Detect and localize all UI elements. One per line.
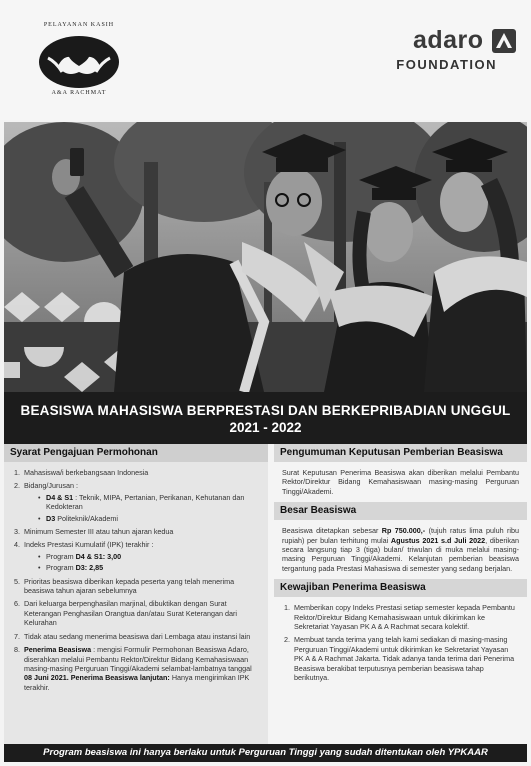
list-item: 7. Tidak atau sedang menerima beasiswa dari Lembaga atau instansi lain bbox=[14, 631, 251, 641]
adaro-foundation-logo bbox=[377, 26, 517, 82]
list-item: • Program D4 & S1: 3,00 bbox=[38, 551, 122, 561]
logo-bottom-text: A&A RACHMAT bbox=[51, 90, 107, 96]
title-year: 2021 - 2022 bbox=[229, 420, 302, 435]
pelayanan-kasih-logo bbox=[24, 22, 134, 100]
announcement-text: Surat Keputusan Penerima Beasiswa akan diberikan melalui Pembantu Rektor/Direktur Bidang Kemahasiswaan masing-masing Perguruan Tinggi/Akademi. bbox=[282, 468, 519, 496]
info-section bbox=[274, 444, 527, 744]
requirements-section bbox=[4, 444, 268, 744]
title-band bbox=[4, 392, 527, 444]
graduates-photo bbox=[4, 122, 527, 392]
list-item: 3. Minimum Semester III atau tahun ajaran kedua bbox=[14, 527, 174, 537]
list-item: 5. Prioritas beasiswa diberikan kepada peserta yang telah menerima beasiswa tahun ajaran sebelumnya bbox=[14, 576, 235, 596]
list-item: • Program D3: 2,85 bbox=[38, 563, 104, 573]
bullet-icon: • bbox=[38, 563, 41, 573]
amount-heading: Besar Beasiswa bbox=[274, 502, 527, 520]
adaro-mark-icon bbox=[491, 28, 517, 54]
list-item: 6. Dari keluarga berpenghasilan marjinal, dibuktikan dengan Surat Keterangan Penghasilan Orangtua dan/atau Surat Keterangan dari Kelurahan bbox=[14, 599, 237, 628]
ipk-list bbox=[24, 552, 260, 573]
list-item: • D3 Politeknik/Akademi bbox=[38, 513, 118, 523]
bullet-icon: • bbox=[38, 492, 41, 502]
header bbox=[0, 0, 531, 120]
adaro-brand: adaro bbox=[412, 26, 484, 54]
bullet-icon: • bbox=[38, 551, 41, 561]
page-title: BEASISWA MAHASISWA BERPRESTASI DAN BERKEPRIBADIAN UNGGUL bbox=[20, 403, 511, 418]
bidang-list bbox=[24, 493, 260, 523]
list-item: 8. Penerima Beasiswa : mengisi Formulir Permohonan Beasiswa Adaro, diserahkan melalui Pembantu Rektor/Direktur Bidang Kemahasiswaan masing-masing Perguruan Tinggi/Akademi selambat-lambatnya tanggal 08 Juni 2021. Penerima Beasiswa lanjutan: Hanya mengirimkan IPK terakhir. bbox=[14, 645, 252, 692]
requirements-list bbox=[4, 462, 268, 692]
logo-top-text: PELAYANAN KASIH bbox=[43, 22, 115, 28]
list-item: 1. Mahasiswa/i berkebangsaan Indonesia bbox=[14, 468, 149, 477]
list-item: 1. Memberikan copy Indeks Prestasi setiap semester kepada Pembantu Rektor/Direktur Bidang Kemahasiswaan untuk dikirimkan ke Sekretariat Yayasan PK A & A Rachmat secara kolektif. bbox=[284, 603, 515, 632]
announcement-heading: Pengumuman Keputusan Pemberian Beasiswa bbox=[274, 444, 527, 462]
requirements-heading: Syarat Pengajuan Permohonan bbox=[4, 444, 268, 462]
bullet-icon: • bbox=[38, 513, 41, 523]
list-item: 2. Membuat tanda terima yang telah kami sediakan di masing-masing Perguruan Tinggi/Akademi untuk dikirimkan ke Sekretariat Yayasan PK A & A Rachmat Jakarta. Tidak adanya tanda terima dari Penerima Beasiswa berakibat terputusnya pemberian beasiswa tahap berikutnya. bbox=[284, 635, 515, 683]
hands-heart-icon bbox=[38, 32, 120, 90]
list-item: 2. Bidang/Jurusan : • D4 & S1 : Teknik, MIPA, Pertanian, Perikanan, Kehutanan dan Kedokteran • D3 Politeknik/Akademi bbox=[14, 481, 260, 523]
footer-note: Program beasiswa ini hanya berlaku untuk Perguruan Tinggi yang sudah ditentukan oleh YPKAAR bbox=[4, 744, 527, 762]
foundation-text: FOUNDATION bbox=[396, 57, 497, 72]
amount-text: Beasiswa ditetapkan sebesar Rp 750.000,- (tujuh ratus lima puluh ribu rupiah) per bulan terhitung mulai Agustus 2021 s.d Juli 2022, diberikan secara langsung tiap 3 (tiga) bulan/ triwulan di muka melalui masing-masing Perguruan Tinggi/Akademi. Kelanjutan pemberian beasiswa tergantung pada Prestasi Mahasiswa di semester yang sedang berjalan. bbox=[282, 526, 520, 573]
list-item: • D4 & S1 : Teknik, MIPA, Pertanian, Perikanan, Kehutanan dan Kedokteran bbox=[38, 492, 245, 512]
obligations-list bbox=[274, 597, 527, 682]
obligations-heading: Kewajiban Penerima Beasiswa bbox=[274, 579, 527, 597]
list-item: 4. Indeks Prestasi Kumulatif (IPK) terakhir : • Program D4 & S1: 3,00 • Program D3: 2,85 bbox=[14, 540, 260, 572]
